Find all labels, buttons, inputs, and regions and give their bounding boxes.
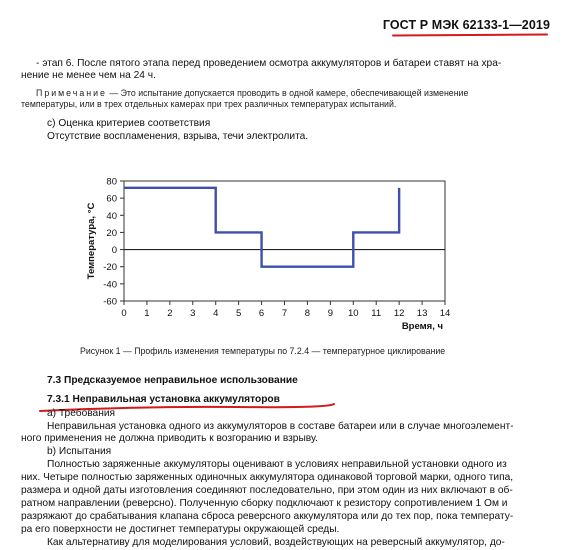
y-tick-label: 80: [106, 176, 117, 188]
criteria-text: Отсутствие воспламенения, взрыва, течи электролита.: [47, 131, 309, 142]
y-axis-label: Температура, °С: [86, 202, 97, 280]
test-line: размера и одной даты изготовления соединяют последовательно, при этом один из них включают в об-: [21, 485, 513, 496]
x-axis-label: Время, ч: [401, 321, 443, 332]
note-text: — Это испытание допускается проводить в одной камере, обеспечивающей изменение: [106, 88, 469, 98]
y-tick-label: -60: [103, 296, 117, 308]
test-line: ратном направлении (реверсно). Полученную сборку подключают к резистору сопротивлением 1 Ом и: [21, 498, 508, 509]
section-731-title: 7.3.1 Неправильная установка аккумуляторов: [47, 394, 280, 405]
section-73-title: 7.3 Предсказуемое неправильное использование: [47, 375, 298, 386]
x-tick-label: 5: [235, 308, 242, 319]
x-tick-label: 7: [281, 308, 288, 319]
note-label: Примечание: [36, 88, 107, 98]
stage6-line2: нение не менее чем на 24 ч.: [21, 70, 156, 81]
y-tick-label: 20: [106, 227, 117, 239]
stage6-line1: - этап 6. После пятого этапа перед проведением осмотра аккумуляторов и батареи ставят на хра-: [36, 58, 502, 69]
x-tick-label: 10: [347, 308, 359, 319]
note-line2: температуры, или в трех отдельных камерах при трех различных температурах испытаний.: [21, 99, 397, 109]
y-tick-label: -40: [103, 279, 117, 291]
x-tick-label: 14: [439, 308, 451, 319]
y-tick-label: 0: [111, 245, 117, 257]
x-tick-label: 6: [258, 308, 265, 319]
req-label: a) Требования: [47, 408, 116, 419]
x-tick-label: 4: [213, 308, 219, 319]
test-line: ра его поверхности не достигнет температуры окружающей среды.: [21, 524, 340, 535]
x-tick-label: 8: [304, 308, 311, 319]
y-tick-label: 40: [106, 210, 117, 222]
x-tick-label: 3: [190, 308, 196, 319]
y-tick-label: -20: [103, 262, 117, 274]
req-line1: Неправильная установка одного из аккумуляторов в составе батареи или в случае многоэлемент-: [47, 421, 514, 432]
criteria-heading: c) Оценка критериев соответствия: [47, 118, 211, 129]
standard-header: ГОСТ Р МЭК 62133-1—2019: [382, 18, 550, 32]
x-tick-label: 2: [167, 308, 173, 319]
x-tick-label: 0: [121, 308, 127, 319]
test-line: Полностью заряженные аккумуляторы оценивают в условиях неправильной установки одного из: [47, 459, 507, 470]
x-tick-label: 9: [327, 308, 334, 319]
x-tick-label: 11: [371, 308, 382, 319]
test-line: них. Четыре полностью заряженных одиночных аккумулятора одинаковой торговой марки, одного типа,: [21, 472, 514, 483]
x-tick-label: 1: [144, 308, 150, 319]
figure-caption: Рисунок 1 — Профиль изменения температуры по 7.2.4 — температурное циклирование: [80, 346, 446, 356]
x-tick-label: 13: [416, 308, 428, 319]
test-line: разряжают до срабатывания клапана сброса реверсного аккумулятора или до тех пор, пока температу-: [21, 511, 514, 522]
test-label: b) Испытания: [47, 446, 112, 457]
x-tick-label: 12: [393, 308, 405, 319]
req-line2: ного применения не должна приводить к возгоранию и взрыву.: [21, 433, 318, 444]
y-tick-label: 60: [106, 193, 117, 205]
test-line: Как альтернативу для моделирования условий, воздействующих на реверсный аккумулятор, до-: [47, 537, 505, 548]
temperature-series-line: [124, 188, 399, 267]
plot-frame: [124, 181, 445, 301]
